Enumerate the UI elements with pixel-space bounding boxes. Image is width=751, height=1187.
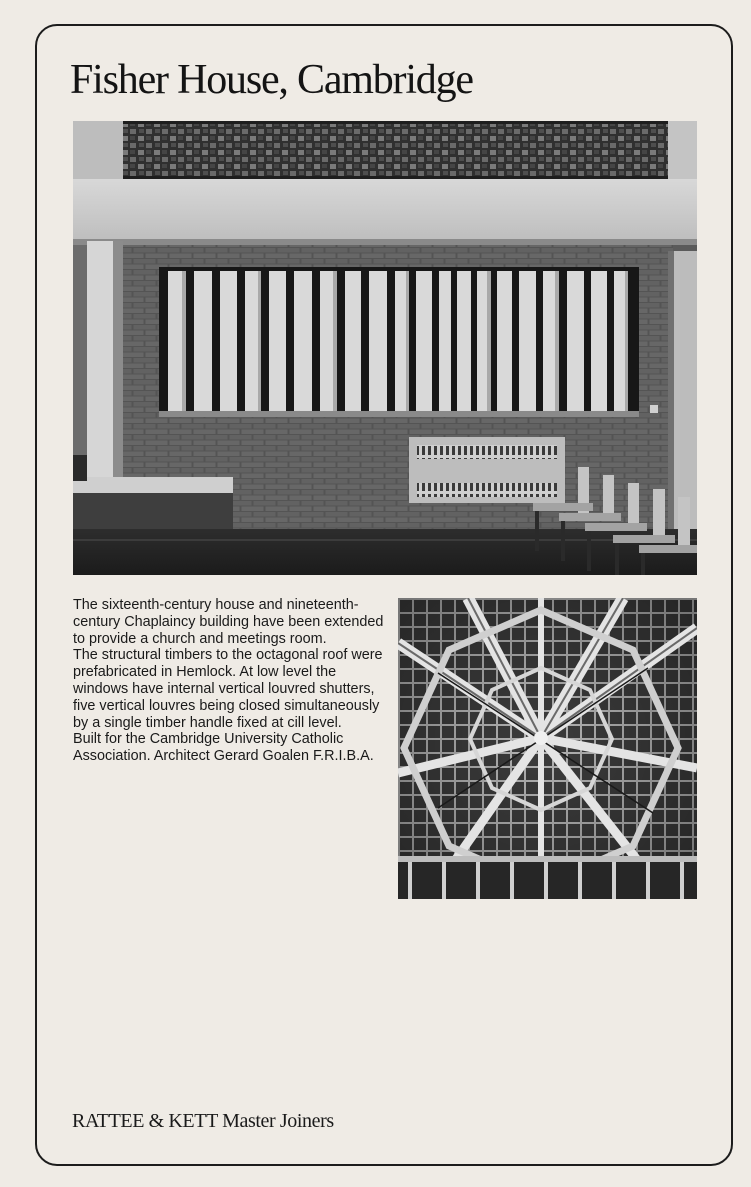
page-title: Fisher House, Cambridge xyxy=(70,57,473,103)
company-footer: RATTEE & KETT Master Joiners xyxy=(72,1110,334,1132)
interior-photo xyxy=(73,121,697,575)
description-paragraph: The sixteenth-century house and nineteenth-century Chaplaincy building have been extended to provide a church and meetings room. xyxy=(73,597,384,647)
description-paragraph: Built for the Cambridge University Catholic Association. Architect Gerard Goalen F.R.I.B.A. xyxy=(73,731,374,765)
description-text xyxy=(73,597,385,765)
roof-photo xyxy=(398,598,697,899)
description-paragraph: The structural timbers to the octagonal roof were prefabricated in Hemlock. At low level the windows have internal vertical louvred shutters, five vertical louvres being closed simultaneously by a single timber handle fixed at cill level. xyxy=(73,647,383,731)
